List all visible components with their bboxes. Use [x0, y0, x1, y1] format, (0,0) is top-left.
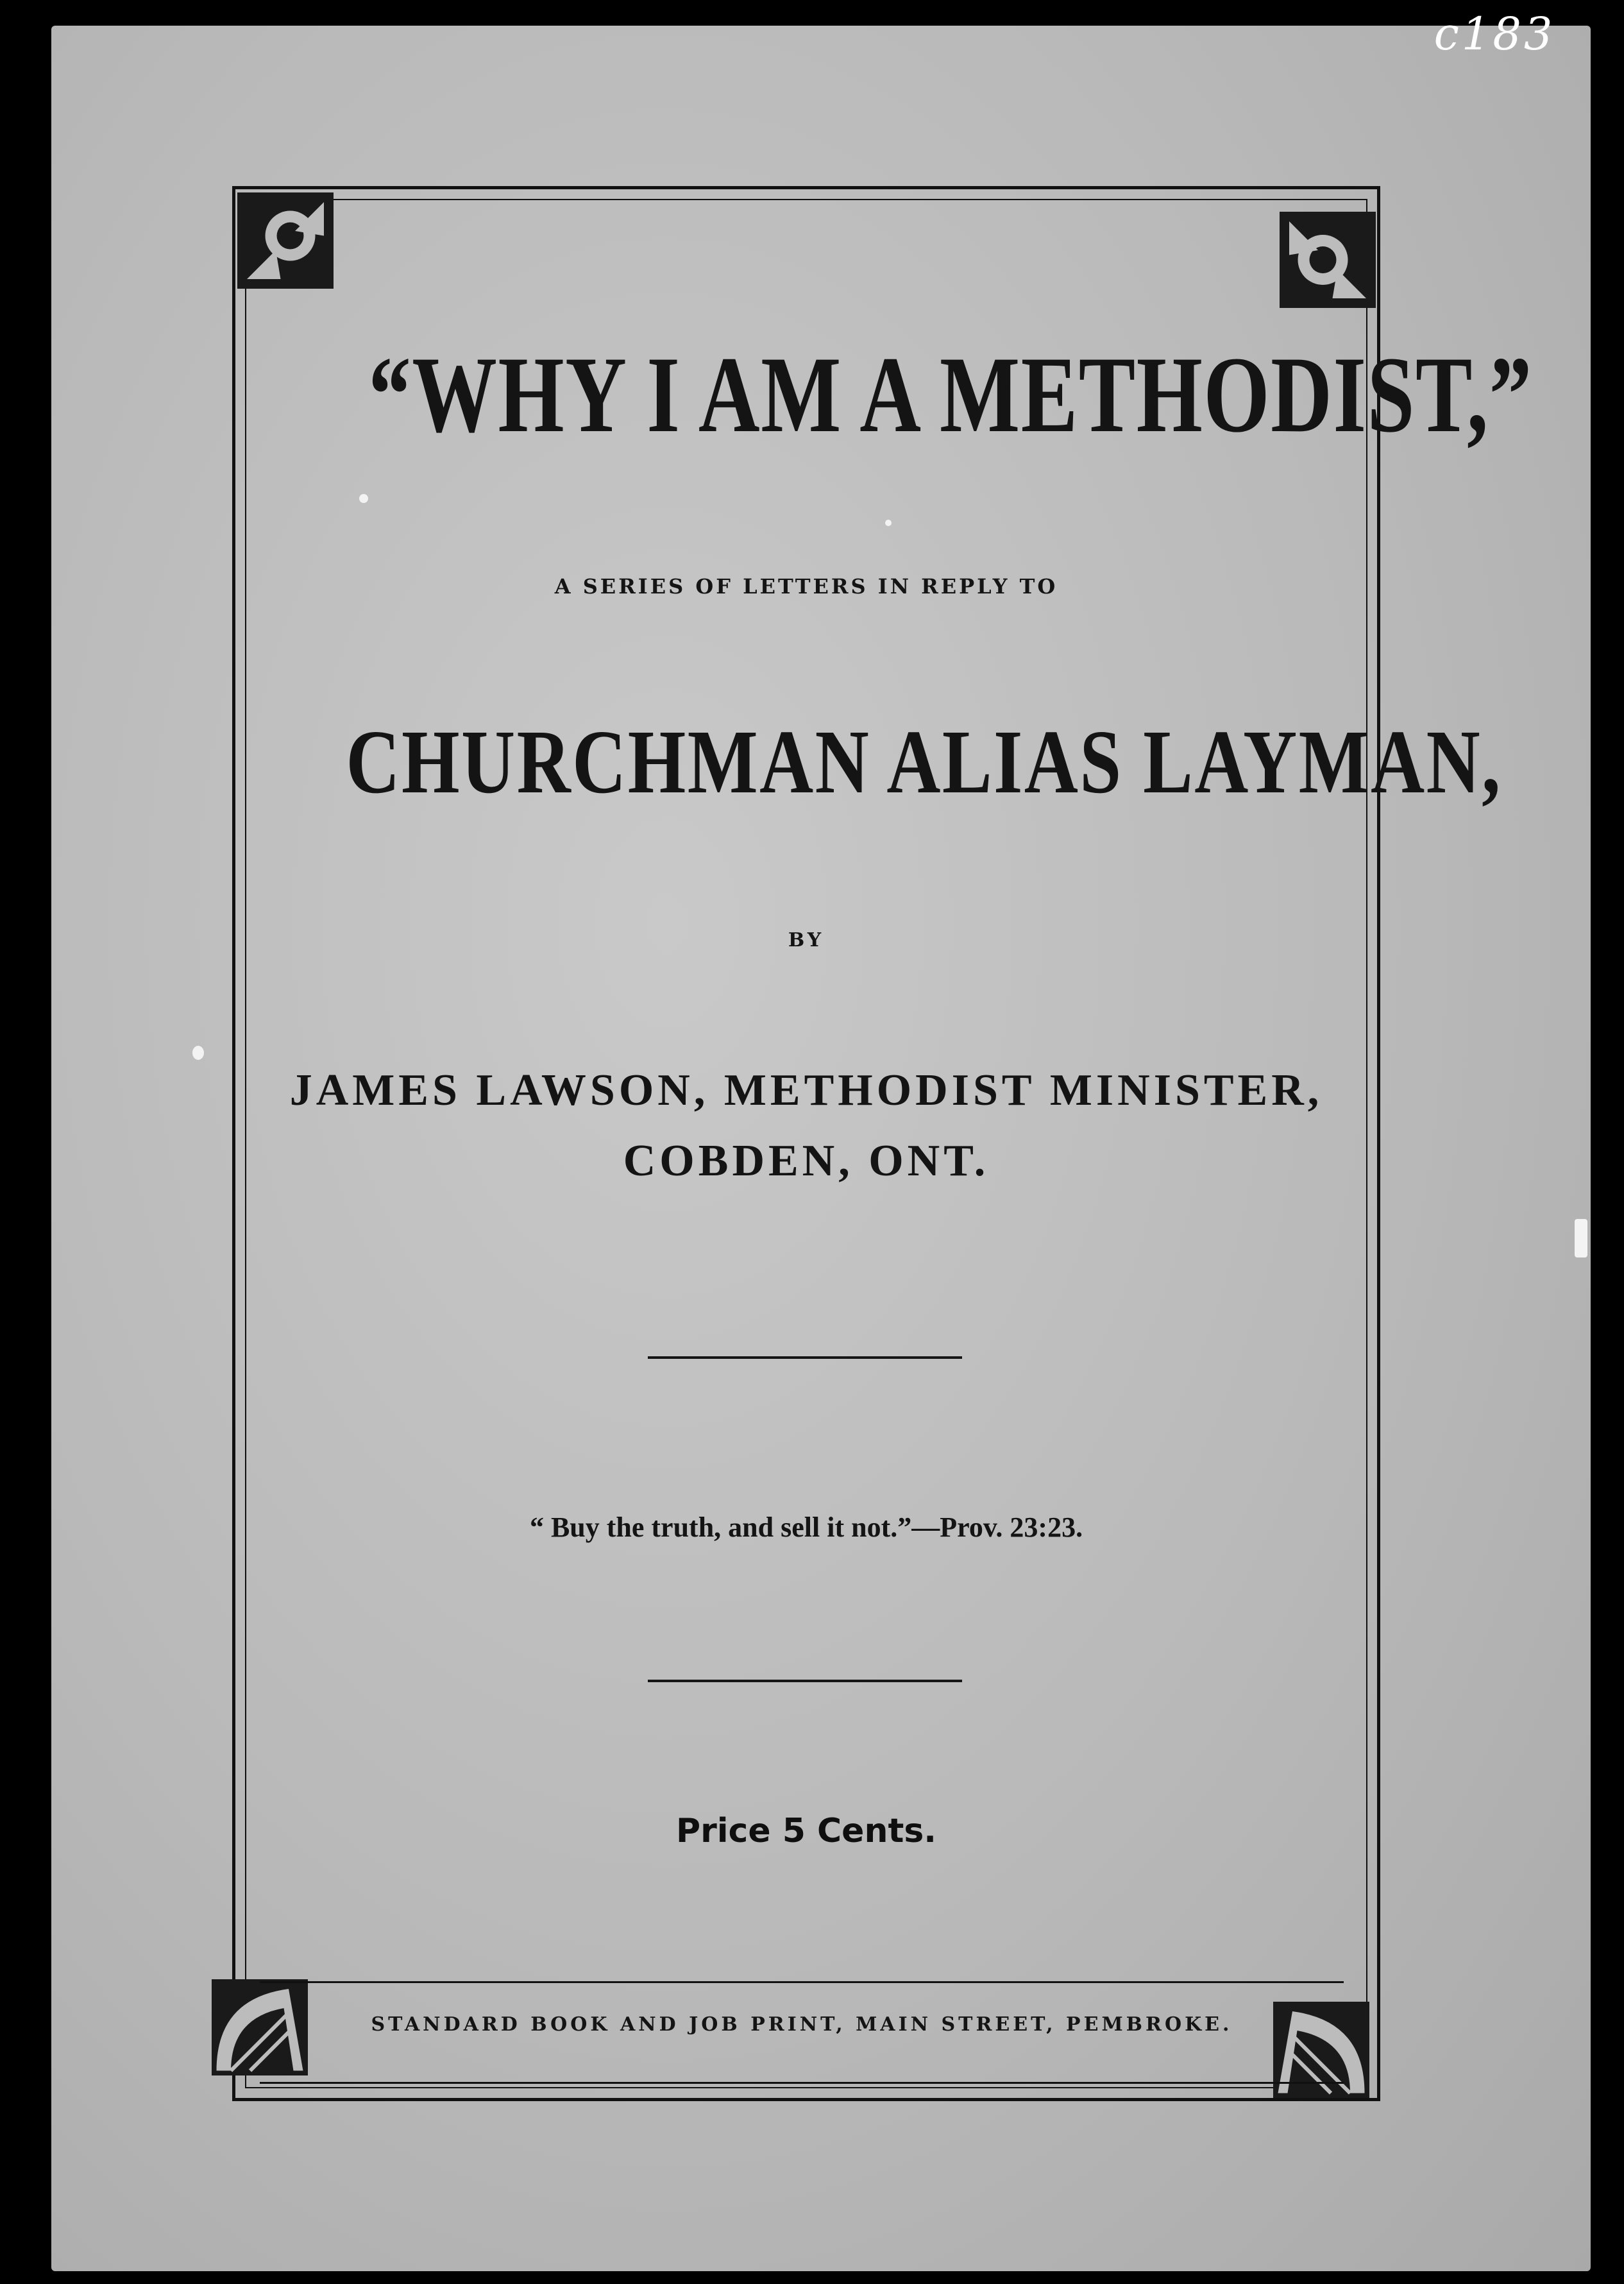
author-location-line: COBDEN, ONT. — [623, 1136, 990, 1186]
corner-ornament-top-left-icon — [237, 192, 334, 289]
corner-ornament-top-right-icon — [1280, 212, 1376, 308]
by-label: BY — [788, 929, 825, 951]
cover-subtitle: A SERIES OF LETTERS IN REPLY TO — [554, 574, 1058, 599]
paper-speck — [885, 520, 892, 526]
paper-speck — [359, 494, 368, 503]
author-name-line: JAMES LAWSON, METHODIST MINISTER, — [289, 1066, 1323, 1115]
archive-mark: c183 — [1434, 8, 1555, 60]
divider-rule-top — [648, 1356, 962, 1359]
printer-imprint-band — [260, 1981, 1344, 2084]
scripture-quote: “ Buy the truth, and sell it not.”—Prov. 23:23. — [529, 1512, 1083, 1543]
price-label: Price 5 Cents. — [675, 1812, 937, 1850]
divider-rule-bottom — [648, 1680, 962, 1682]
cover-title: “WHY I AM A METHODIST,” — [368, 334, 1533, 455]
imprint-rule-top — [260, 1981, 1344, 1983]
paper-speck — [1575, 1219, 1587, 1257]
cover-main-subject: CHURCHMAN ALIAS LAYMAN, — [346, 711, 1502, 812]
imprint-rule-bottom — [260, 2082, 1344, 2084]
paper-speck — [192, 1046, 204, 1060]
printer-imprint: STANDARD BOOK AND JOB PRINT, MAIN STREET, PEMBROKE. — [371, 2013, 1233, 2036]
